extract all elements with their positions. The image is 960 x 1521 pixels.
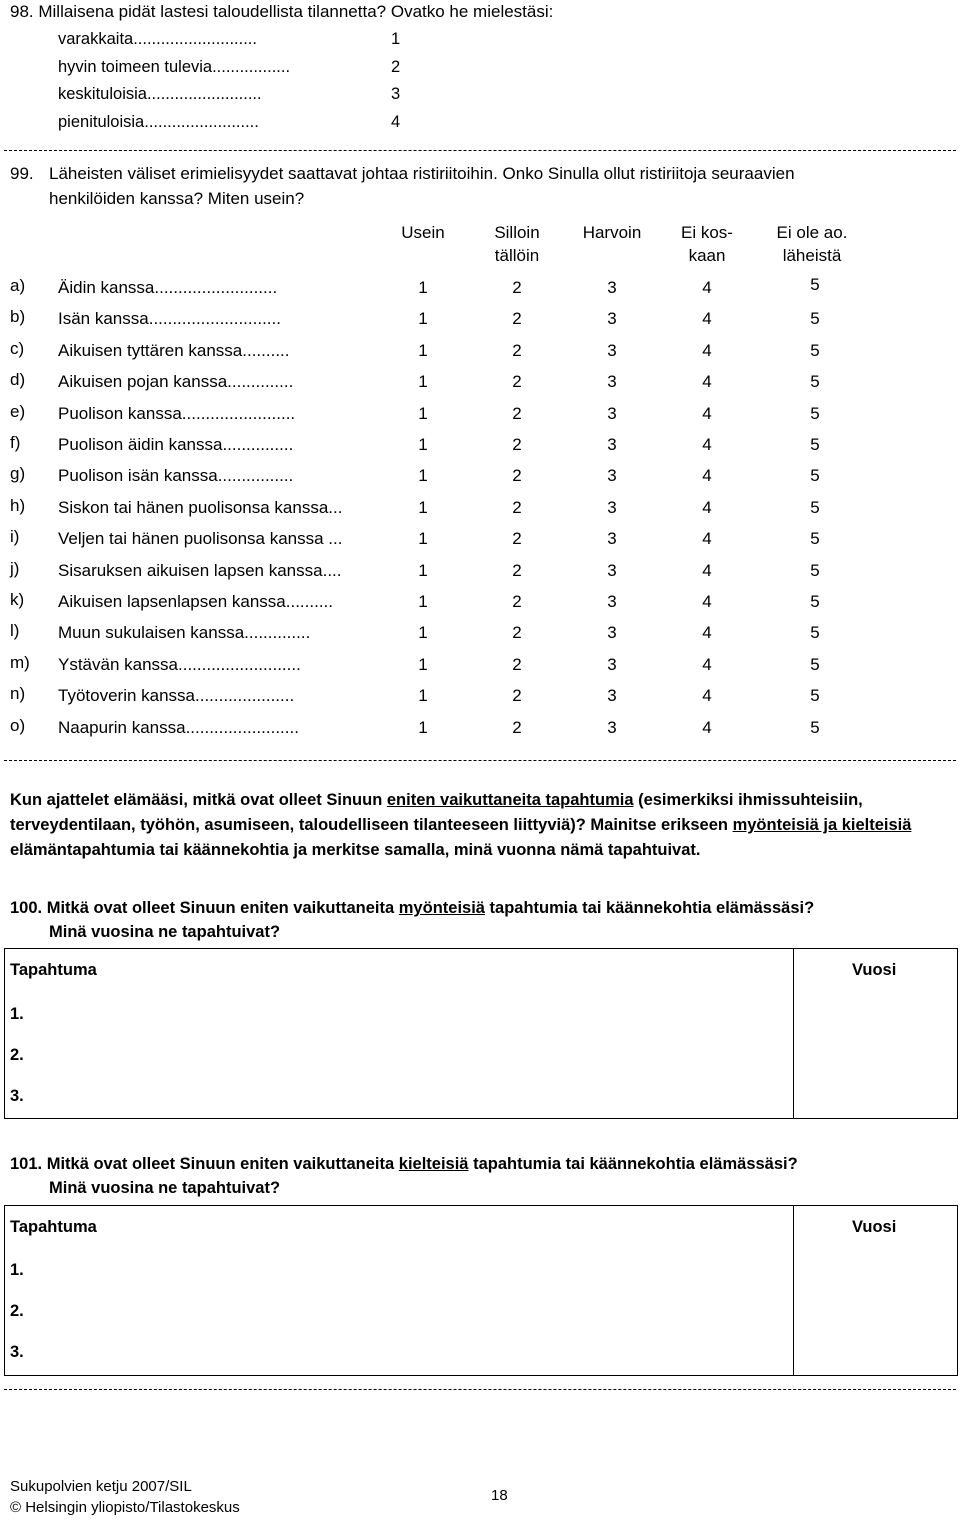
q100-answer-table — [4, 948, 958, 1119]
q99-answer-code[interactable]: 1 — [418, 592, 428, 611]
q99-answer-code[interactable]: 1 — [418, 497, 428, 517]
q99-answer-code[interactable]: 4 — [702, 560, 712, 580]
q99-answer-code[interactable]: 3 — [607, 403, 617, 423]
q99-answer-code[interactable]: 2 — [512, 309, 522, 329]
q99-answer-code[interactable]: 2 — [512, 340, 522, 360]
q99-answer-code[interactable]: 5 — [810, 372, 820, 392]
q99-row-label: Siskon tai hänen puolisonsa kanssa... — [58, 497, 343, 517]
q101-question: 101. Mitkä ovat olleet Sinuun eniten vaikuttaneita kielteisiä tapahtumia tai käännekohtia elämässäsi? — [10, 1155, 798, 1173]
q99-row-letter: m) — [10, 652, 30, 672]
q99-answer-code[interactable]: 2 — [512, 529, 522, 549]
q99-row-label: Äidin kanssa.......................... — [58, 278, 278, 297]
q99-line2: henkilöiden kanssa? Miten usein? — [49, 189, 305, 208]
q99-answer-code[interactable]: 5 — [810, 592, 820, 611]
q99-answer-code[interactable]: 5 — [810, 654, 820, 674]
q99-row-label: Työtoverin kanssa..................... — [58, 686, 295, 706]
q99-answer-code[interactable]: 4 — [702, 372, 712, 392]
q99-answer-code[interactable]: 3 — [607, 717, 617, 737]
q99-answer-code[interactable]: 3 — [607, 560, 617, 580]
q99-answer-code[interactable]: 1 — [418, 717, 428, 737]
q100-line2: Minä vuosina ne tapahtuivat? — [49, 923, 281, 941]
q99-answer-code[interactable]: 5 — [810, 717, 820, 737]
q99-column-header — [467, 221, 567, 267]
q99-answer-code[interactable]: 4 — [702, 623, 712, 643]
q99-answer-code[interactable]: 5 — [810, 686, 820, 706]
q99-answer-code[interactable]: 1 — [418, 623, 428, 643]
q98-option-label: hyvin toimeen tulevia — [58, 58, 213, 76]
q99-answer-code[interactable]: 3 — [607, 529, 617, 549]
divider — [4, 1389, 956, 1390]
q99-row-letter: e) — [10, 401, 26, 421]
q99-row-label: Puolison kanssa........................ — [58, 403, 296, 423]
q99-answer-code[interactable]: 4 — [702, 309, 712, 329]
q99-row-letter: i) — [10, 527, 20, 547]
q98-option-dots: ........................... — [133, 30, 257, 48]
q99-answer-code[interactable]: 2 — [512, 403, 522, 423]
q100-question: 100. Mitkä ovat olleet Sinuun eniten vaikuttaneita myönteisiä tapahtumia tai käännekohtia elämässäsi? — [10, 899, 815, 917]
q99-answer-code[interactable]: 5 — [810, 466, 820, 486]
q98-option-dots: ......................... — [146, 85, 262, 103]
q99-answer-code[interactable]: 3 — [607, 372, 617, 392]
q99-answer-code[interactable]: 2 — [512, 686, 522, 706]
divider — [4, 150, 956, 151]
q99-column-header-line2: tällöin — [494, 246, 540, 265]
q99-row-label: Aikuisen lapsenlapsen kanssa.......... — [58, 592, 333, 611]
q99-answer-code[interactable]: 4 — [702, 686, 712, 706]
q99-row-letter: o) — [10, 715, 26, 735]
q101-col-year-header: Vuosi — [852, 1218, 897, 1236]
footer-study-name: Sukupolvien ketju 2007/SIL — [10, 1478, 192, 1495]
intro-line1: Kun ajattelet elämääsi, mitkä ovat olleet Sinuun eniten vaikuttaneita tapahtumia (esimerkiksi ihmissuhteisiin, — [10, 791, 863, 809]
q99-answer-code[interactable]: 4 — [702, 403, 712, 423]
q99-number: 99. — [10, 164, 34, 183]
q101-line2: Minä vuosina ne tapahtuivat? — [49, 1179, 281, 1197]
q99-answer-code[interactable]: 4 — [702, 592, 712, 611]
q99-answer-code[interactable]: 3 — [607, 686, 617, 706]
q99-row-letter: g) — [10, 464, 26, 484]
q99-row-label: Sisaruksen aikuisen lapsen kanssa.... — [58, 560, 342, 580]
q99-answer-code[interactable]: 4 — [702, 466, 712, 486]
q99-answer-code[interactable]: 2 — [512, 435, 522, 454]
q99-answer-code[interactable]: 2 — [512, 497, 522, 517]
q99-row-letter: d) — [10, 370, 26, 390]
q99-answer-code[interactable]: 2 — [512, 592, 522, 611]
q99-answer-code[interactable]: 2 — [512, 466, 522, 486]
q99-answer-code[interactable]: 2 — [512, 278, 522, 297]
q101-event-column[interactable] — [4, 1205, 794, 1376]
q99-answer-code[interactable]: 1 — [418, 278, 428, 297]
q99-column-header — [373, 221, 473, 244]
q99-answer-code[interactable]: 4 — [702, 278, 712, 297]
q99-answer-code[interactable]: 1 — [418, 466, 428, 486]
q99-answer-code[interactable]: 1 — [418, 686, 428, 706]
q98-option-label: varakkaita — [58, 30, 134, 48]
intro-line3: elämäntapahtumia tai käännekohtia ja merkitse samalla, minä vuonna nämä tapahtuivat. — [10, 841, 701, 859]
q99-column-header-line1: Usein — [401, 223, 445, 242]
q99-column-header-line1: Ei kos- — [681, 223, 733, 242]
q99-answer-code[interactable]: 5 — [810, 340, 820, 360]
q99-answer-code[interactable]: 2 — [512, 654, 522, 674]
q99-column-header-line2: kaan — [688, 246, 726, 265]
q99-answer-code[interactable]: 5 — [810, 623, 820, 643]
q99-answer-code[interactable]: 5 — [810, 435, 820, 454]
q99-row-letter: j) — [10, 558, 20, 578]
q99-answer-code[interactable]: 2 — [512, 372, 522, 392]
q99-answer-code[interactable]: 1 — [418, 560, 428, 580]
q99-column-header-line1: Ei ole ao. — [776, 223, 848, 242]
q99-row-label: Naapurin kanssa........................ — [58, 717, 299, 737]
q99-answer-code[interactable]: 3 — [607, 592, 617, 611]
q99-row-label: Isän kanssa............................ — [58, 309, 281, 329]
q98-option-label: pienituloisia — [58, 113, 145, 131]
footer-copyright: © Helsingin yliopisto/Tilastokeskus — [10, 1499, 240, 1516]
q99-row-letter: c) — [10, 338, 25, 358]
q99-answer-code[interactable]: 3 — [607, 654, 617, 674]
q101-item-3[interactable]: 3. — [10, 1343, 24, 1361]
q98-option-code[interactable]: 4 — [391, 113, 401, 131]
q99-answer-code[interactable]: 1 — [418, 309, 428, 329]
page-number: 18 — [491, 1487, 508, 1504]
q99-answer-code[interactable]: 3 — [607, 309, 617, 329]
q99-answer-code[interactable]: 1 — [418, 529, 428, 549]
q99-answer-code[interactable]: 4 — [702, 497, 712, 517]
q99-answer-code[interactable]: 1 — [418, 435, 428, 454]
q98-title: 98. Millaisena pidät lastesi taloudellista tilannetta? Ovatko he mielestäsi: — [10, 2, 554, 21]
q99-answer-code[interactable]: 2 — [512, 717, 522, 737]
q99-line1: Läheisten väliset erimielisyydet saattavat johtaa ristiriitoihin. Onko Sinulla ollut ristiriitoja seuraavien — [49, 164, 795, 183]
q98-option-dots: ................. — [212, 58, 291, 76]
q99-row-letter: h) — [10, 495, 26, 515]
q99-column-header — [657, 221, 757, 267]
q99-column-header-line2: läheistä — [782, 246, 842, 265]
q99-answer-code[interactable]: 2 — [512, 560, 522, 580]
q99-column-header-line1: Harvoin — [582, 223, 642, 242]
q101-item-2[interactable]: 2. — [10, 1302, 24, 1320]
q99-row-letter: b) — [10, 307, 26, 327]
q99-answer-code[interactable]: 4 — [702, 529, 712, 549]
divider — [4, 760, 956, 761]
q99-row-letter: l) — [10, 621, 20, 641]
q99-row-letter: f) — [10, 433, 21, 452]
q99-row-label: Ystävän kanssa.......................... — [58, 654, 301, 674]
q98-option-code[interactable]: 3 — [391, 85, 401, 103]
q99-answer-code[interactable]: 4 — [702, 340, 712, 360]
q99-column-header — [562, 221, 662, 244]
q99-column-header — [762, 221, 862, 267]
q99-answer-code[interactable]: 3 — [607, 623, 617, 643]
q99-answer-code[interactable]: 5 — [810, 560, 820, 580]
q98-option-label: keskituloisia — [58, 85, 147, 103]
q99-row-label: Aikuisen pojan kanssa.............. — [58, 372, 294, 392]
q99-answer-code[interactable]: 1 — [418, 340, 428, 360]
q99-answer-code[interactable]: 4 — [702, 654, 712, 674]
q99-answer-code[interactable]: 5 — [810, 275, 820, 294]
q98-option-code[interactable]: 1 — [391, 30, 401, 48]
q99-answer-code[interactable]: 2 — [512, 623, 522, 643]
q99-answer-code[interactable]: 3 — [607, 435, 617, 454]
q100-col-event-header: Tapahtuma — [10, 961, 97, 979]
q101-item-1[interactable]: 1. — [10, 1261, 24, 1279]
q98-option-code[interactable]: 2 — [391, 58, 401, 76]
q100-item-2[interactable]: 2. — [10, 1046, 24, 1064]
q99-column-header-line1: Silloin — [494, 223, 540, 242]
q99-answer-code[interactable]: 5 — [810, 403, 820, 423]
q99-row-label: Aikuisen tyttären kanssa.......... — [58, 340, 290, 360]
intro-line2: terveydentilaan, työhön, asumiseen, taloudelliseen tilanteeseen liittyviä)? Mainitse erikseen myönteisiä ja kielteisiä — [10, 816, 912, 834]
q99-row-label: Puolison isän kanssa................ — [58, 466, 294, 486]
q99-answer-code[interactable]: 3 — [607, 497, 617, 517]
q100-item-1[interactable]: 1. — [10, 1005, 24, 1023]
q98-option-dots: ......................... — [144, 113, 259, 131]
q99-answer-code[interactable]: 4 — [702, 717, 712, 737]
q101-answer-table — [4, 1205, 958, 1376]
q100-event-column[interactable] — [4, 948, 794, 1119]
q99-answer-code[interactable]: 1 — [418, 403, 428, 423]
q99-answer-code[interactable]: 3 — [607, 466, 617, 486]
q99-answer-code[interactable]: 5 — [810, 309, 820, 329]
q99-answer-code[interactable]: 3 — [607, 278, 617, 297]
q99-row-letter: n) — [10, 684, 26, 704]
q99-row-label: Puolison äidin kanssa............... — [58, 435, 294, 454]
q99-row-label: Muun sukulaisen kanssa.............. — [58, 623, 311, 643]
q99-answer-code[interactable]: 1 — [418, 372, 428, 392]
q99-answer-code[interactable]: 5 — [810, 497, 820, 517]
q99-row-label: Veljen tai hänen puolisonsa kanssa ... — [58, 529, 343, 549]
q99-answer-code[interactable]: 3 — [607, 340, 617, 360]
q99-row-letter: a) — [10, 276, 26, 295]
q99-row-letter: k) — [10, 590, 25, 609]
q99-answer-code[interactable]: 1 — [418, 654, 428, 674]
q99-answer-code[interactable]: 4 — [702, 435, 712, 454]
q101-col-event-header: Tapahtuma — [10, 1218, 97, 1236]
q100-col-year-header: Vuosi — [852, 961, 897, 979]
q100-item-3[interactable]: 3. — [10, 1087, 24, 1105]
q99-answer-code[interactable]: 5 — [810, 529, 820, 549]
